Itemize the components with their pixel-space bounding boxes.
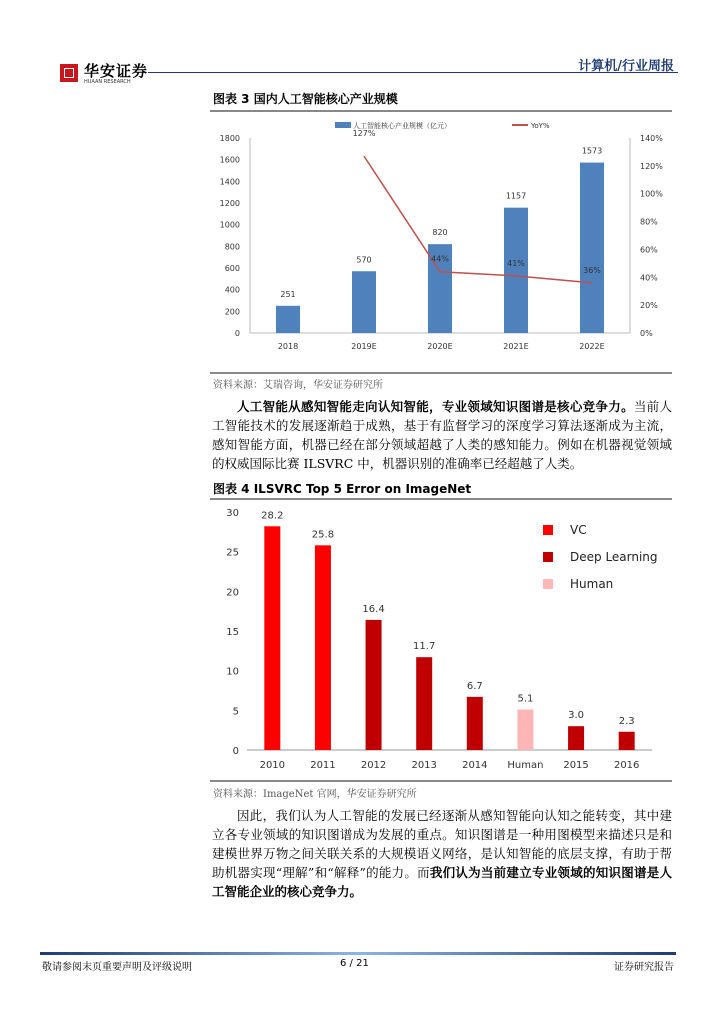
legend-label-line: YoY% (531, 122, 550, 130)
legend-label: VC (570, 523, 587, 537)
bar-value-label: 11.7 (413, 641, 436, 653)
yoy-line (364, 156, 592, 283)
legend-label: Human (570, 577, 614, 591)
bar (276, 306, 300, 333)
x-tick-label: 2016 (613, 760, 640, 771)
page-number: 6 / 21 (340, 958, 369, 969)
legend-swatch-bar (335, 122, 351, 128)
legend-swatch (543, 525, 553, 535)
x-tick-label: Human (507, 760, 544, 771)
bar (352, 271, 376, 333)
bar (416, 657, 432, 750)
logo-en: HUAAN RESEARCH (84, 79, 131, 85)
yoy-value-label: 36% (583, 265, 601, 275)
y-tick-label: 15 (226, 627, 239, 638)
y2-tick-label: 120% (640, 161, 663, 171)
y-tick-label: 0 (232, 746, 239, 757)
y-tick-label: 5 (232, 706, 239, 718)
y-tick-label: 600 (224, 264, 240, 273)
bar (504, 208, 528, 333)
bar-value-label: 16.4 (362, 603, 385, 615)
y-tick-label: 800 (224, 242, 240, 252)
bar-value-label: 820 (432, 228, 448, 238)
y-tick-label: 25 (226, 547, 239, 559)
bar (467, 697, 483, 750)
figure4-bottom-rule (210, 780, 672, 782)
legend-label-bar: 人工智能核心产业规模（亿元） (353, 122, 451, 130)
bar-value-label: 5.1 (517, 693, 534, 705)
paragraph-2-conclusion: 我们认为当前建立专业领域的知识图谱是人工智能企业的核心竞争力。 (212, 865, 672, 899)
figure3-bottom-rule (210, 372, 672, 374)
footer-disclaimer: 敬请参阅末页重要声明及评级说明 (42, 962, 192, 973)
paragraph-1-lead: 人工智能从感知智能走向认知智能，专业领域知识图谱是核心竞争力。 (237, 399, 634, 414)
section-title: 计算机/行业周报 (578, 59, 674, 74)
bar (568, 726, 584, 750)
paragraph-2-text: 因此，我们认为人工智能的发展已经逐渐从感知智能向认知之能转变，其中建立各专业领域的知识图谱成为发展的重点。知识图谱是一种用图模型来描述只是和建模世界万物之间关联关系的大规模语义网络，是认知智能的底层支撑，有助于帮助机器实现“理解”和“解释”的能力。而 (212, 808, 672, 880)
bar-value-label: 3.0 (568, 710, 585, 722)
x-tick-label: 2015 (563, 760, 589, 771)
bar-value-label: 1157 (505, 191, 527, 201)
bar-value-label: 1573 (581, 146, 603, 156)
y2-tick-label: 20% (640, 301, 658, 311)
y-tick-label: 0 (234, 329, 240, 338)
bar-value-label: 570 (356, 255, 372, 265)
x-tick-label: 2018 (277, 342, 299, 351)
y2-tick-label: 140% (640, 134, 663, 143)
legend-swatch (543, 579, 553, 589)
yoy-value-label: 44% (431, 254, 449, 264)
bar (619, 732, 635, 750)
y-tick-label: 400 (224, 285, 240, 295)
y-tick-label: 10 (226, 666, 239, 678)
y-tick-label: 20 (226, 587, 239, 599)
figure4-source: 资料来源：ImageNet 官网，华安证券研究所 (213, 789, 417, 800)
y2-tick-label: 40% (640, 273, 658, 283)
footer-report-type: 证券研究报告 (614, 962, 674, 973)
bar-value-label: 6.7 (466, 680, 483, 692)
bar-value-label: 28.2 (261, 510, 284, 522)
paragraph-1 (212, 397, 672, 473)
x-tick-label: 2020E (427, 342, 453, 351)
x-tick-label: 2010 (259, 760, 286, 771)
chart-ai-industry-size (200, 112, 680, 362)
bar (366, 620, 382, 750)
figure4-title: 图表 4 ILSVRC Top 5 Error on ImageNet (213, 482, 472, 496)
y-tick-label: 1400 (219, 177, 240, 187)
y-tick-label: 1600 (219, 155, 240, 165)
bar-value-label: 251 (280, 289, 296, 299)
bar (517, 710, 533, 750)
x-tick-label: 2022E (579, 342, 605, 351)
x-tick-label: 2011 (310, 760, 336, 771)
chart-ilsvrc-error (200, 500, 680, 780)
x-tick-label: 2019E (351, 342, 377, 351)
bar (580, 163, 604, 333)
y-tick-label: 200 (224, 307, 240, 317)
logo-name: 华安证券 (84, 62, 149, 80)
paragraph-2 (212, 806, 672, 901)
y-tick-label: 1200 (219, 199, 240, 208)
footer-divider (40, 952, 676, 955)
y2-tick-label: 100% (640, 189, 663, 199)
y2-tick-label: 80% (640, 217, 658, 227)
bar (264, 526, 280, 750)
x-tick-label: 2014 (462, 760, 488, 771)
y-tick-label: 30 (226, 508, 239, 519)
bar (315, 545, 331, 750)
x-tick-label: 2012 (360, 760, 387, 771)
y2-tick-label: 0% (640, 329, 653, 338)
legend-swatch (543, 552, 553, 562)
x-tick-label: 2013 (411, 760, 437, 771)
paragraph-1-text: 当前人工智能技术的发展逐渐趋于成熟，基于有监督学习的深度学习算法逐渐成为主流，感知智能方面，机器已经在部分领域超越了人类的感知能力。例如在机器视觉领域的权威国际比赛 ILSVRC 中，机器识别的准确率已经超越了人类。 (212, 399, 672, 471)
legend-label: Deep Learning (570, 550, 658, 564)
figure3-title: 图表 3 国内人工智能核心产业规模 (213, 92, 398, 106)
figure3-source: 资料来源：艾瑞咨询，华安证券研究所 (213, 380, 383, 391)
bar-value-label: 25.8 (311, 529, 335, 541)
yoy-value-label: 127% (352, 129, 376, 139)
yoy-value-label: 41% (507, 258, 525, 268)
y-tick-label: 1800 (219, 134, 240, 143)
y2-tick-label: 60% (640, 245, 658, 255)
x-tick-label: 2021E (503, 342, 529, 351)
y-tick-label: 1000 (219, 220, 240, 230)
logo-icon (60, 64, 78, 82)
bar-value-label: 2.3 (618, 715, 635, 727)
